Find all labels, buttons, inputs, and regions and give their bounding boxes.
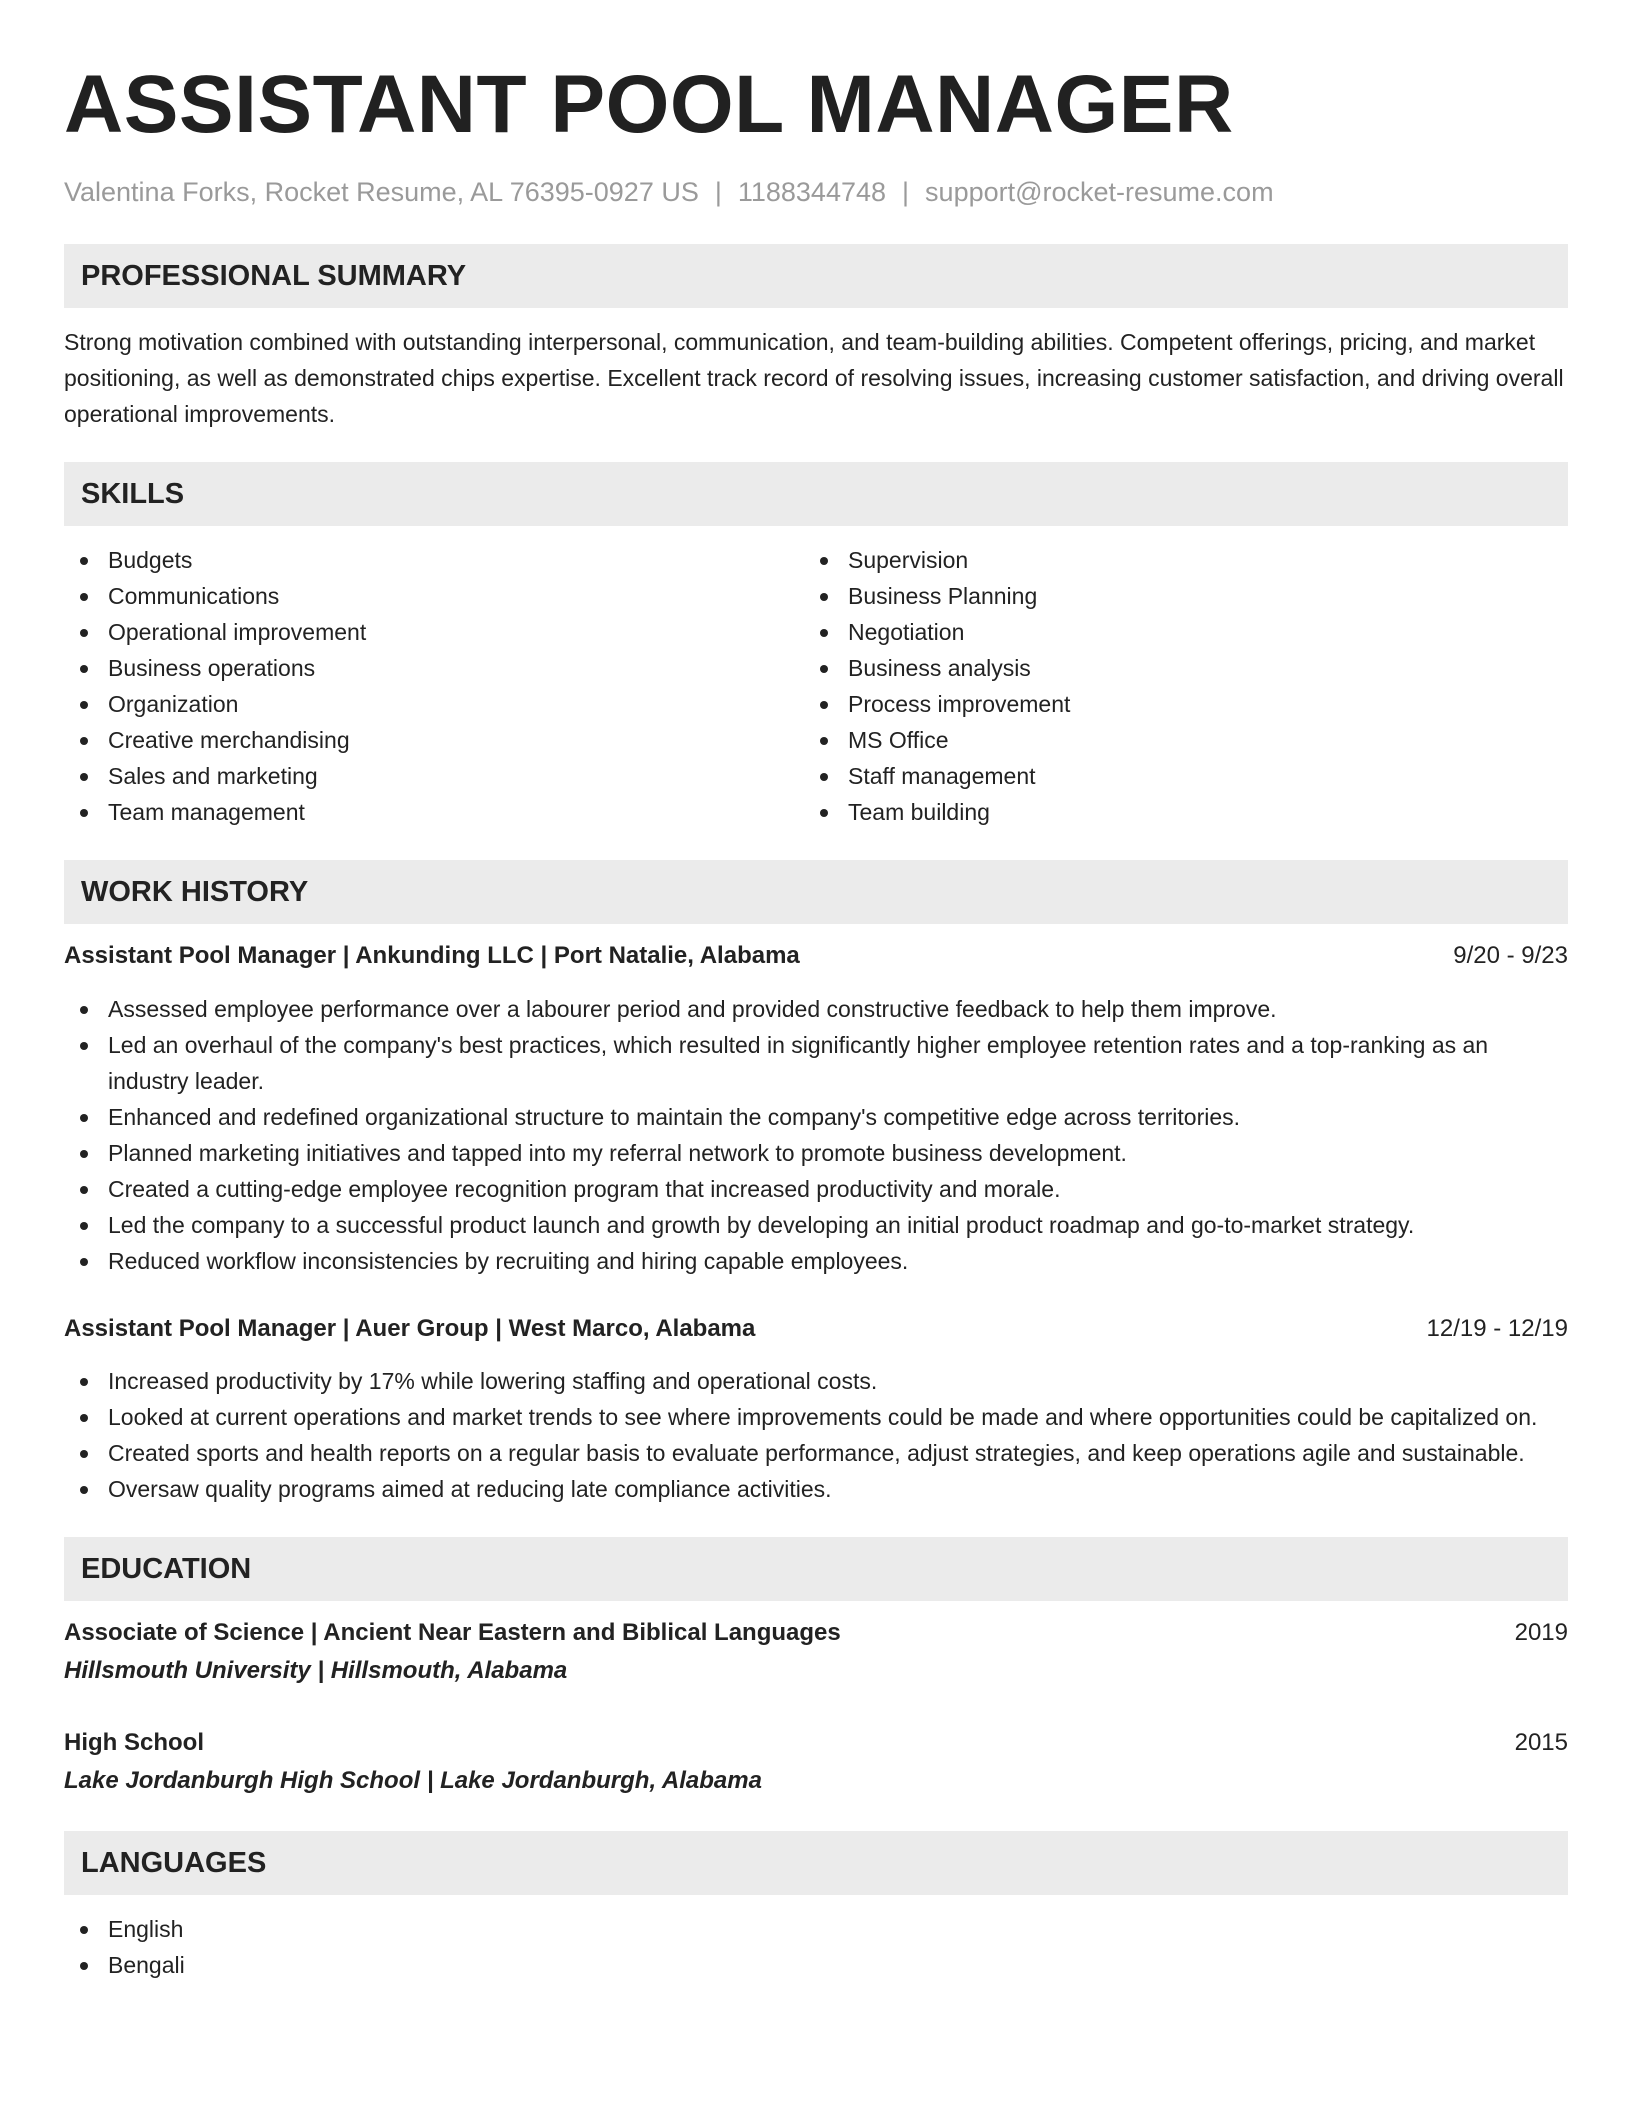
- contact-separator: |: [714, 177, 722, 207]
- job-bullet: Created sports and health reports on a regular basis to evaluate performance, adjust strategies, and keep operations agile and sustainable.: [64, 1435, 1568, 1471]
- skill-item: Negotiation: [804, 614, 1544, 650]
- skill-item: Sales and marketing: [64, 758, 804, 794]
- skill-item: Business operations: [64, 650, 804, 686]
- education-degree: Associate of Science | Ancient Near Eastern and Biblical Languages: [64, 1619, 841, 1646]
- job-bullet: Led an overhaul of the company's best practices, which resulted in significantly higher employee retention rates and a top-ranking as an industry leader.: [64, 1027, 1568, 1099]
- skill-item: Business Planning: [804, 578, 1544, 614]
- job-bullet: Increased productivity by 17% while lowering staffing and operational costs.: [64, 1363, 1568, 1399]
- skill-item: Team building: [804, 794, 1544, 830]
- job-bullet: Enhanced and redefined organizational structure to maintain the company's competitive edge across territories.: [64, 1099, 1568, 1135]
- job-bullets: [64, 1363, 1568, 1507]
- education-entry: [64, 1615, 1568, 1689]
- skill-item: Creative merchandising: [64, 722, 804, 758]
- summary-heading: PROFESSIONAL SUMMARY: [64, 244, 1568, 308]
- skill-item: Budgets: [64, 542, 804, 578]
- education-degree: High School: [64, 1729, 204, 1756]
- job-title: Assistant Pool Manager | Auer Group | West Marco, Alabama: [64, 1315, 756, 1342]
- job-dates: 12/19 - 12/19: [1426, 1315, 1568, 1342]
- skills-left-list: [64, 542, 804, 830]
- job-bullets: [64, 991, 1568, 1279]
- job-bullet: Reduced workflow inconsistencies by recruiting and hiring capable employees.: [64, 1243, 1568, 1279]
- education-entry: [64, 1725, 1568, 1799]
- education-school: Hillsmouth University | Hillsmouth, Alabama: [64, 1657, 568, 1684]
- skill-item: Business analysis: [804, 650, 1544, 686]
- language-item: Bengali: [64, 1947, 1568, 1983]
- job-bullet: Created a cutting-edge employee recognition program that increased productivity and morale.: [64, 1171, 1568, 1207]
- job-header: [64, 1311, 1568, 1347]
- contact-line: [64, 176, 1568, 208]
- summary-text: Strong motivation combined with outstanding interpersonal, communication, and team-building abilities. Competent offerings, pricing, and market positioning, as well as demonstrated chips expertise. Excellent track record of resolving issues, increasing customer satisfaction, and driving overall operational improvements.: [64, 329, 1564, 427]
- job-entry: [64, 938, 1568, 1279]
- contact-address: Valentina Forks, Rocket Resume, AL 76395-0927 US: [64, 177, 699, 207]
- job-bullet: Oversaw quality programs aimed at reducing late compliance activities.: [64, 1471, 1568, 1507]
- skill-item: Team management: [64, 794, 804, 830]
- skill-item: Process improvement: [804, 686, 1544, 722]
- contact-phone: 1188344748: [737, 177, 887, 207]
- skills-heading: SKILLS: [64, 462, 1568, 526]
- skill-item: Organization: [64, 686, 804, 722]
- languages-heading: LANGUAGES: [64, 1831, 1568, 1895]
- contact-separator: |: [902, 177, 910, 207]
- language-item: English: [64, 1911, 1568, 1947]
- job-dates: 9/20 - 9/23: [1453, 942, 1568, 969]
- skills-right-list: [804, 542, 1544, 830]
- job-header: [64, 938, 1568, 974]
- job-bullet: Led the company to a successful product launch and growth by developing an initial product roadmap and go-to-market strategy.: [64, 1207, 1568, 1243]
- languages-list: [64, 1911, 1568, 1983]
- skills-grid: [64, 542, 1568, 830]
- skill-item: Staff management: [804, 758, 1544, 794]
- skill-item: MS Office: [804, 722, 1544, 758]
- work-heading: WORK HISTORY: [64, 860, 1568, 924]
- education-school: Lake Jordanburgh High School | Lake Jordanburgh, Alabama: [64, 1767, 762, 1794]
- skill-item: Operational improvement: [64, 614, 804, 650]
- skill-item: Supervision: [804, 542, 1544, 578]
- education-header: [64, 1615, 1568, 1651]
- contact-email: support@rocket-resume.com: [925, 177, 1274, 207]
- job-bullet: Looked at current operations and market trends to see where improvements could be made and where opportunities could be capitalized on.: [64, 1399, 1568, 1435]
- resume-title: ASSISTANT POOL MANAGER: [64, 59, 1234, 150]
- education-year: 2019: [1514, 1619, 1568, 1646]
- education-header: [64, 1725, 1568, 1761]
- job-entry: [64, 1311, 1568, 1507]
- job-bullet: Planned marketing initiatives and tapped into my referral network to promote business development.: [64, 1135, 1568, 1171]
- job-bullet: Assessed employee performance over a labourer period and provided constructive feedback to help them improve.: [64, 991, 1568, 1027]
- job-title: Assistant Pool Manager | Ankunding LLC | Port Natalie, Alabama: [64, 942, 800, 969]
- skill-item: Communications: [64, 578, 804, 614]
- education-year: 2015: [1514, 1729, 1568, 1756]
- education-heading: EDUCATION: [64, 1537, 1568, 1601]
